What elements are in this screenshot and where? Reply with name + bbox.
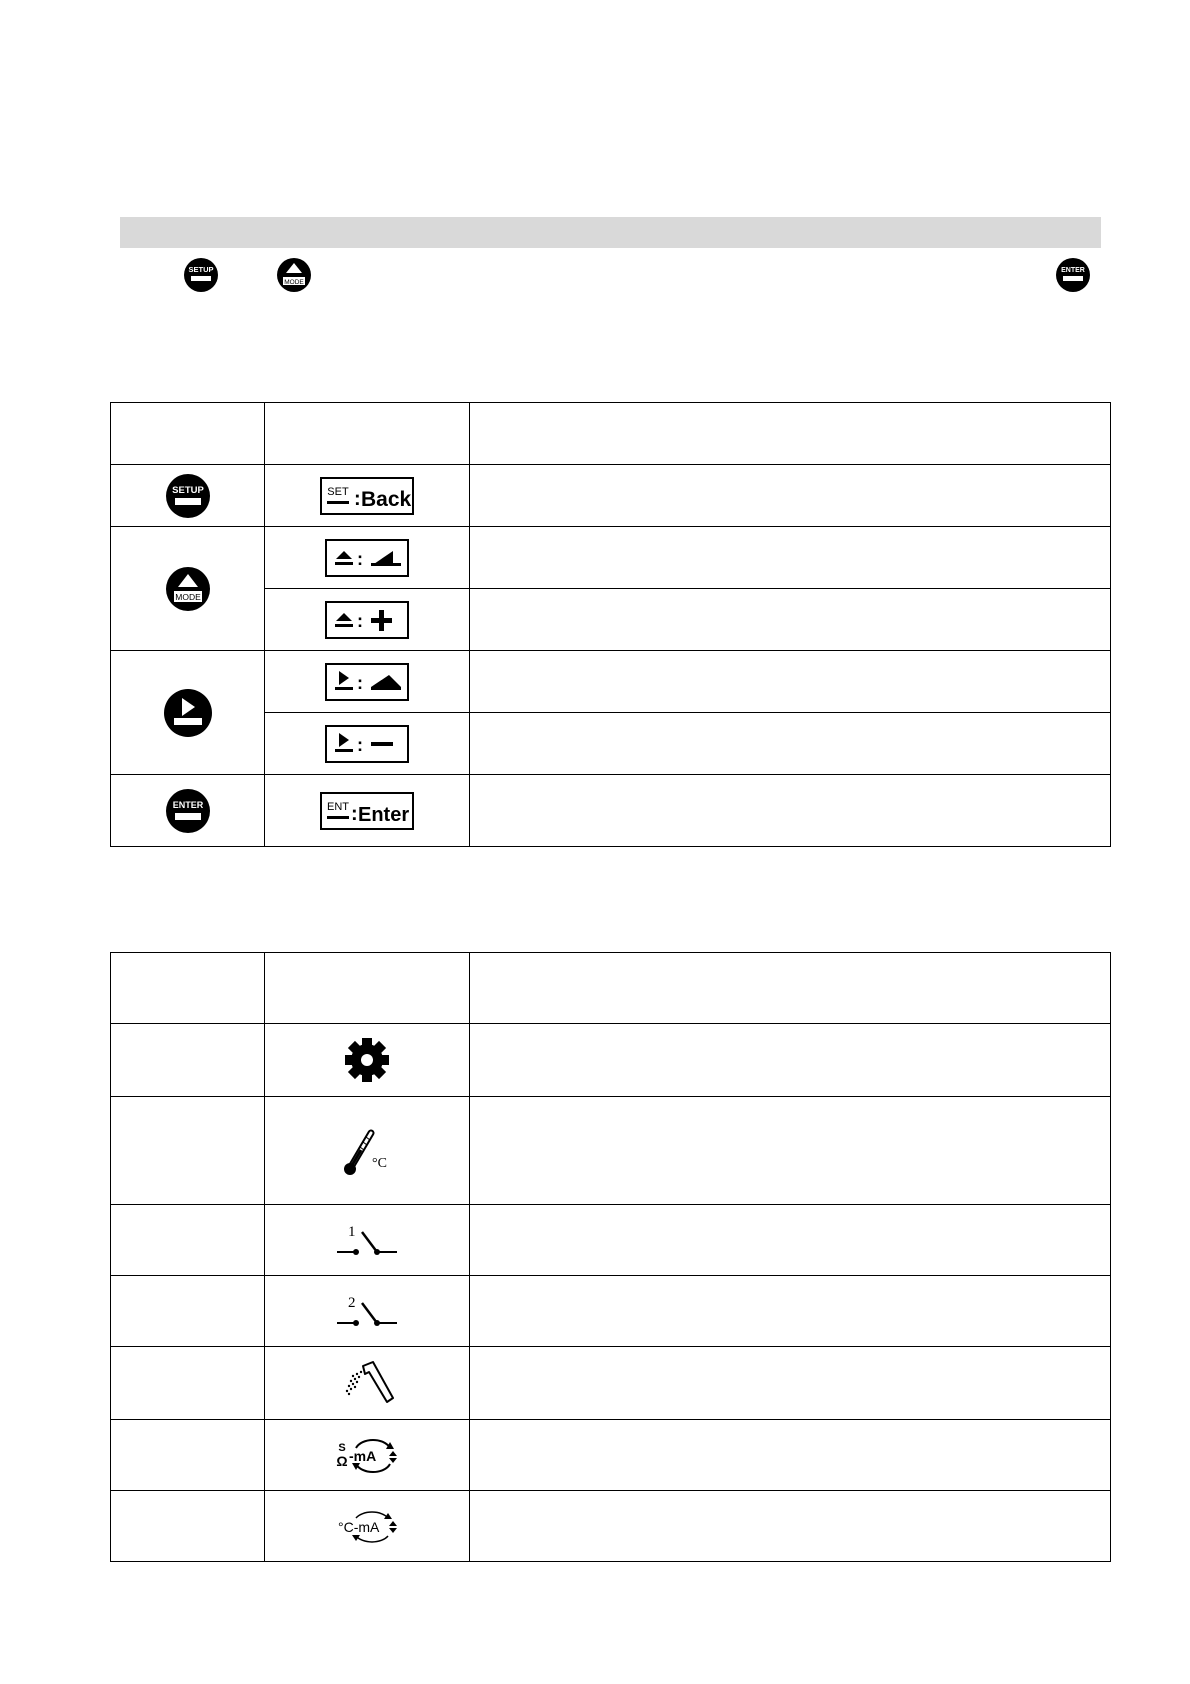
setup-key-icon: [183, 257, 219, 293]
description-cell: [470, 775, 1111, 847]
icon-cell-gear: [265, 1024, 470, 1097]
table-row: [111, 527, 1111, 589]
setup-key-label: SETUP: [171, 484, 204, 496]
mode-key-label: MODE: [174, 591, 201, 602]
key-cell-shift: [111, 651, 265, 775]
table-row: [111, 465, 1111, 527]
description-cell: [470, 1024, 1111, 1097]
icon-cell-temperature-output: [265, 1491, 470, 1562]
enter-key-icon: [165, 788, 211, 834]
relay-1-icon: [335, 1219, 399, 1261]
icon-cell-thermometer: [265, 1097, 470, 1205]
keys-header-cell-2: [265, 403, 470, 465]
celsius-unit: °C: [372, 1155, 387, 1171]
table-row: [111, 1205, 1111, 1276]
icons-table: [110, 952, 1111, 1562]
key-cell-setup: [111, 465, 265, 527]
description-cell: [470, 1276, 1111, 1347]
siemens-label: S: [338, 1442, 346, 1454]
ohm-label: Ω: [336, 1453, 348, 1469]
description-cell: [470, 589, 1111, 651]
enter-key-label: ENTER: [1061, 267, 1085, 274]
icon-name-cell: [111, 1491, 265, 1562]
description-cell: [470, 527, 1111, 589]
temperature-current-output-icon: [334, 1505, 400, 1547]
display-cell-enter: [265, 775, 470, 847]
description-cell: [470, 1347, 1111, 1420]
keys-table-header-row: [111, 403, 1111, 465]
svg-text::: :: [357, 734, 363, 755]
enter-key-icon: [1055, 257, 1091, 293]
icons-header-cell-3: [470, 953, 1111, 1024]
icon-cell-relay-2: [265, 1276, 470, 1347]
keys-header-cell-1: [111, 403, 265, 465]
key-cell-enter: [111, 775, 265, 847]
keys-header-cell-3: [470, 403, 1111, 465]
description-cell: [470, 1205, 1111, 1276]
display-cell-right-adjust: [265, 651, 470, 713]
icon-name-cell: [111, 1024, 265, 1097]
enter-display-icon: [320, 792, 414, 830]
svg-text::: :: [351, 802, 358, 825]
table-row: [111, 1347, 1111, 1420]
right-minus-display-icon: [325, 725, 409, 763]
display-cell-up-adjust: [265, 527, 470, 589]
setup-key-icon: [165, 473, 211, 519]
svg-text::: :: [357, 548, 363, 569]
table-row: [111, 1276, 1111, 1347]
svg-text::: :: [354, 487, 361, 510]
description-cell: [470, 465, 1111, 527]
conductivity-current-output-icon: [334, 1434, 400, 1476]
table-row: [111, 1420, 1111, 1491]
relay-2-number: 2: [348, 1295, 356, 1311]
key-cell-mode: [111, 527, 265, 651]
relay-1-number: 1: [348, 1224, 356, 1240]
table-row: [111, 1097, 1111, 1205]
shift-key-icon: [163, 688, 213, 738]
temperature-current-label: °C-mA: [338, 1519, 380, 1535]
enter-key-label: ENTER: [172, 799, 203, 810]
enter-text: Enter: [358, 803, 410, 826]
description-cell: [470, 1097, 1111, 1205]
display-cell-right-minus: [265, 713, 470, 775]
table-row: [111, 1024, 1111, 1097]
up-plus-display-icon: [325, 601, 409, 639]
back-text: Back: [361, 487, 412, 511]
mode-key-label: MODE: [284, 279, 304, 286]
icon-name-cell: [111, 1097, 265, 1205]
icons-header-cell-1: [111, 953, 265, 1024]
description-cell: [470, 713, 1111, 775]
section-header-band: [120, 217, 1101, 248]
relay-2-icon: [335, 1290, 399, 1332]
description-cell: [470, 1420, 1111, 1491]
thermometer-icon: [339, 1123, 395, 1179]
table-row: [111, 651, 1111, 713]
icon-name-cell: [111, 1205, 265, 1276]
icon-name-cell: [111, 1347, 265, 1420]
svg-text::: :: [357, 610, 363, 631]
description-cell: [470, 1491, 1111, 1562]
table-row: [111, 1491, 1111, 1562]
icon-name-cell: [111, 1276, 265, 1347]
gear-icon: [343, 1036, 391, 1084]
up-adjust-display-icon: [325, 539, 409, 577]
icon-cell-relay-1: [265, 1205, 470, 1276]
mode-key-icon: [276, 257, 312, 293]
ent-prefix: ENT: [327, 800, 349, 813]
table-row: [111, 775, 1111, 847]
right-adjust-display-icon: [325, 663, 409, 701]
set-prefix: SET: [327, 485, 349, 498]
setup-key-label: SETUP: [188, 265, 214, 274]
svg-text::: :: [357, 672, 363, 693]
icons-header-cell-2: [265, 953, 470, 1024]
icon-cell-conductivity-output: [265, 1420, 470, 1491]
display-cell-up-plus: [265, 589, 470, 651]
description-cell: [470, 651, 1111, 713]
wash-icon: [337, 1358, 397, 1408]
icon-name-cell: [111, 1420, 265, 1491]
current-output-label: -mA: [349, 1448, 377, 1464]
icons-table-header-row: [111, 953, 1111, 1024]
back-display-icon: [320, 477, 414, 515]
keys-table: [110, 402, 1111, 847]
display-cell-back: [265, 465, 470, 527]
mode-key-icon: [165, 566, 211, 612]
icon-cell-wash: [265, 1347, 470, 1420]
